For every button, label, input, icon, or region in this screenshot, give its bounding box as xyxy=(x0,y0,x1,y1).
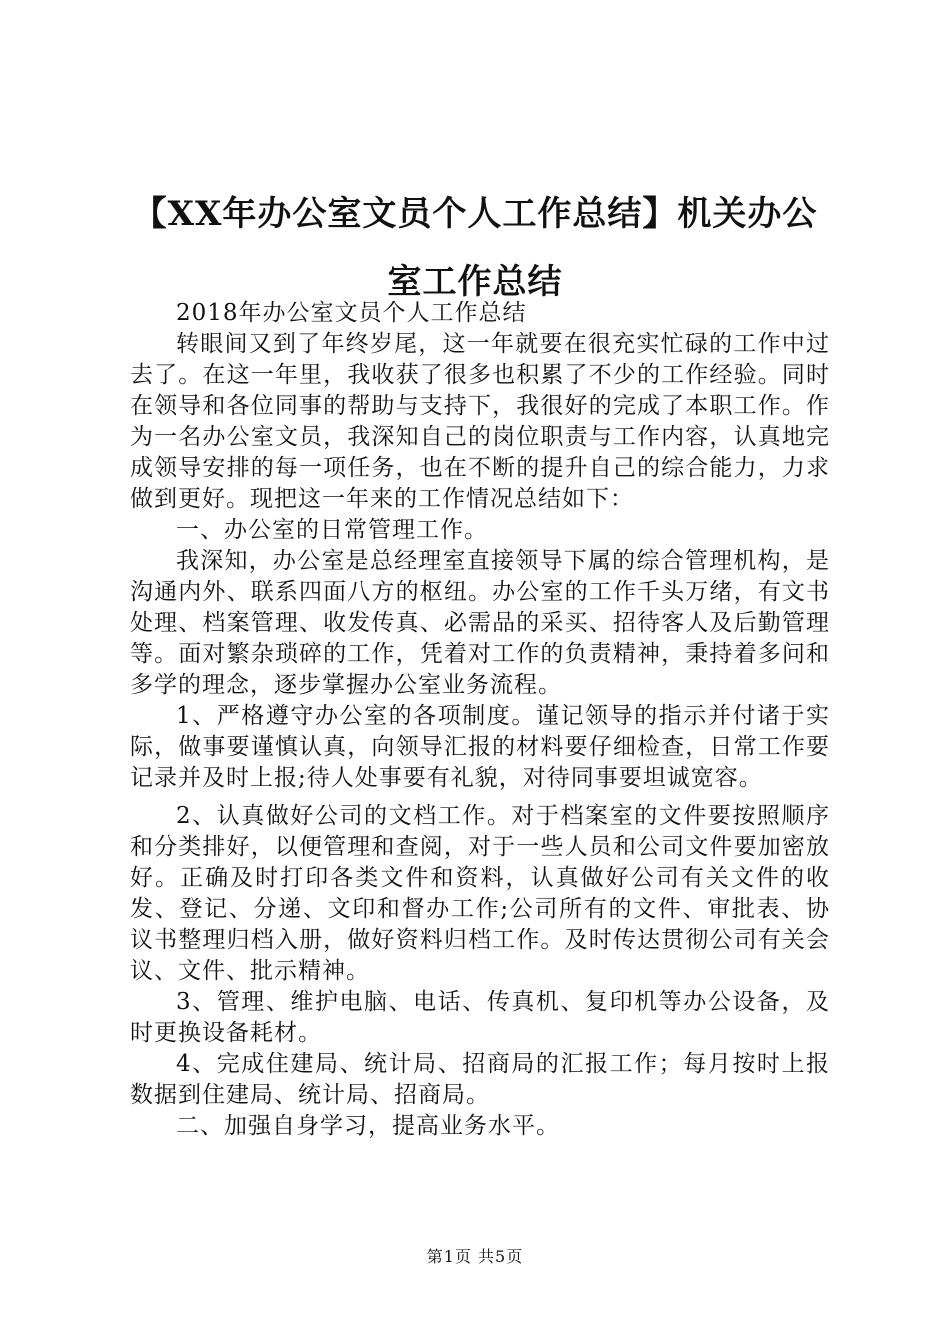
paragraph-item-1: 1、严格遵守办公室的各项制度。谨记领导的指示并付诸于实际，做事要谨慎认真，向领导汇报的材料要仔细检查，日常工作要记录并及时上报;待人处事要有礼貌，对待同事要坦诚宽容。 xyxy=(130,703,830,791)
paragraph-item-2: 2、认真做好公司的文档工作。对于档案室的文件要按照顺序和分类排好，以便管理和查阅，对于一些人员和公司文件要加密放好。正确及时打印各类文件和资料，认真做好公司有关文件的收发、登记、分递、文印和督办工作;公司所有的文件、审批表、协议书整理归档入册，做好资料归档工作。及时传达贯彻公司有关会议、文件、批示精神。 xyxy=(130,803,830,984)
document-title: 【XX年办公室文员个人工作总结】机关办公室工作总结 xyxy=(132,194,818,302)
document-body xyxy=(130,298,830,1142)
section-heading-1: 一、办公室的日常管理工作。 xyxy=(176,517,488,543)
paragraph-item-3: 3、管理、维护电脑、电话、传真机、复印机等办公设备，及时更换设备耗材。 xyxy=(130,989,830,1046)
paragraph-item-4: 4、完成住建局、统计局、招商局的汇报工作；每月按时上报数据到住建局、统计局、招商局。 xyxy=(130,1051,830,1108)
section-heading-2: 二、加强自身学习，提高业务水平。 xyxy=(176,1113,560,1139)
document-subtitle: 2018年办公室文员个人工作总结 xyxy=(176,300,527,326)
paragraph-office-role: 我深知，办公室是总经理室直接领导下属的综合管理机构，是沟通内外、联系四面八方的枢纽。办公室的工作千头万绪，有文书处理、档案管理、收发传真、必需品的采买、招待客人及后勤管理等。面对繁杂琐碎的工作，凭着对工作的负责精神，秉持着多问和多学的理念，逐步掌握办公室业务流程。 xyxy=(130,548,830,698)
page-number-footer: 第1页 共5页 xyxy=(426,1247,524,1266)
paragraph-intro: 转眼间又到了年终岁尾，这一年就要在很充实忙碌的工作中过去了。在这一年里，我收获了很多也积累了不少的工作经验。同时在领导和各位同事的帮助与支持下，我很好的完成了本职工作。作为一名办公室文员，我深知自己的岗位职责与工作内容，认真地完成领导安排的每一项任务，也在不断的提升自己的综合能力，力求做到更好。现把这一年来的工作情况总结如下： xyxy=(130,331,830,512)
